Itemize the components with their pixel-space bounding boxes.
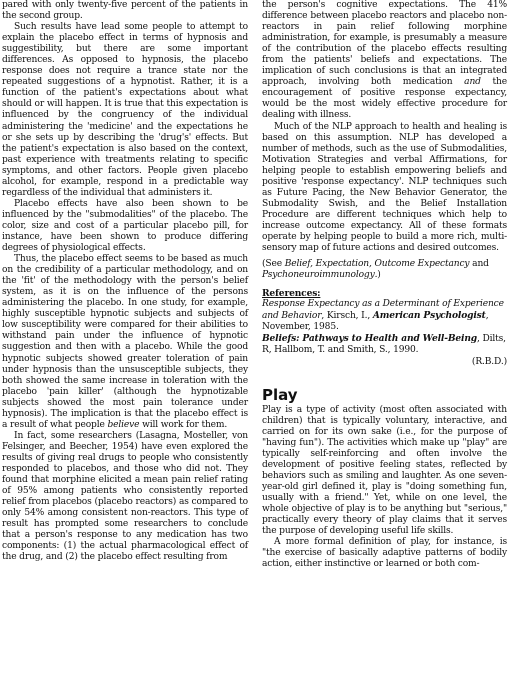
paragraph <box>2 254 248 431</box>
text-run: and <box>472 259 489 270</box>
paragraph <box>262 0 507 122</box>
italic-text: believe <box>107 419 140 430</box>
italic-text: and <box>464 77 481 88</box>
paragraph: Play is a type of activity (most often associated with children) that is typically voluntary, interactive, and carried on for its own sake (i.e., for the purpose of "having fun"). The activities which make up "play" are typically self-reinforcing and often involve the development of positive feeling states, reflected by behaviors such as smiling and laughter. As one seven-year-old girl defined it, play is "doing something fun, usually with a friend." Yet, while on one level, the whole objective of play is to be anything but "serious," practically every theory of play claims that it serves the purpose of developing useful life skills. <box>262 404 507 537</box>
text-run: , Dilts, R, Hallbom, T. and Smith, S., 1990. <box>262 334 506 356</box>
text-run: , November, 1985. <box>262 311 489 333</box>
italic-text: Response Expectancy as a Determinant of Experience and Behavior <box>262 299 504 322</box>
section-title: Play <box>262 385 298 404</box>
paragraph: pared with only twenty-five percent of the patients in the second group. <box>2 0 248 22</box>
text-run: .) <box>374 270 381 281</box>
text-run: (See <box>262 259 282 270</box>
bold-italic-text: Beliefs: Pathways to Health and Well-Being <box>262 333 478 345</box>
text-run: the encouragement of positive response expectancy, would be the most widely effective procedure for dealing with illness. <box>262 77 507 121</box>
author-signature: (R.B.D.) <box>471 357 507 368</box>
text-run: the person's cognitive expectations. The 41% difference between placebo reactors and placebo non-reactors in pain relief following morphine administration, for example, is presumably a measure of the contribution of the placebo effects resulting from the patients' beliefs and expectations. The implication of such conclusions is that an integrated approach, involving both medication <box>262 0 507 88</box>
reference-item <box>262 333 507 356</box>
italic-text: Psychoneuroimmunology <box>262 270 375 281</box>
italic-text: Belief, Expectation, Outcome Expectancy <box>284 259 470 270</box>
see-also <box>262 259 507 281</box>
references-heading: References: <box>262 288 321 300</box>
paragraph: Much of the NLP approach to health and healing is based on this assumption. NLP has developed a number of methods, such as the use of Submodalities, Motivation Strategies and verbal Affirmations, for helping people to establish empowering beliefs and positive 'response expectancy'. NLP techniques such as Future Pacing, the New Behavior Generator, the Submodality Swish, and the Belief Installation Procedure are different techniques which help to increase outcome expectancy. All of these formats operate by helping people to build a more rich, multi-sensory map of future actions and desired outcomes. <box>262 121 507 254</box>
paragraph: Such results have lead some people to attempt to explain the placebo effect in terms of hypnosis and suggestibility, but there are some important differences. As opposed to hypnosis, the placebo response does not require a trance state nor the repeated suggestions of a hypnotist. Rather, it is a function of the patient's expectations about what should or will happen. It is true that this expectation is influenced by the congruency of the individual administering the 'medicine' and the expectations he or she sets up by describing the 'drug's' effects. But the patient's expectation is also based on the context, past experience with treatments relating to specific symptoms, and other factors. People given placebo alcohol, for example, respond in a predictable way regardless of the individual that administers it. <box>2 22 248 198</box>
paragraph: A more formal definition of play, for instance, is "the exercise of basically adaptive patterns of bodily action, either instinctive or learned or both com- <box>262 537 507 570</box>
bold-italic-text: American Psychologist <box>372 310 486 322</box>
paragraph: In fact, some researchers (Lasagna, Mosteller, von Felsinger, and Beecher, 1954) have even explored the results of giving real drugs to people who consistently responded to placebos, and those who did not. They found that morphine elicited a mean pain relief rating of 95% among patients who consistently reported relief from placebos (placebo reactors) as compared to only 54% among consistent non-reactors. This type of result has prompted some researchers to conclude that a person's response to any medication has two components: (1) the actual pharmacological effect of the drug, and (2) the placebo effect resulting from <box>2 430 248 563</box>
text-run: , Kirsch, I., <box>321 311 371 322</box>
right-column <box>262 0 507 570</box>
left-column <box>2 0 248 563</box>
reference-item <box>262 299 507 333</box>
paragraph: Placebo effects have also been shown to be influenced by the "submodalities" of the placebo. The color, size and cost of a particular placebo pill, for instance, have been shown to produce differing degrees of physiological effects. <box>2 198 248 254</box>
text-run: Thus, the placebo effect seems to be based as much on the credibility of a particular methodology, and on the 'fit' of the methodology with the person's belief system, as it is on the influence of the persons administering the placebo. In one study, for example, highly susceptible hypnotic subjects and subjects of low susceptibility were compared for their abilities to withstand pain under the influence of hypnotic suggestion and then with a placebo. While the good hypnotic subjects showed greater toleration of pain under hypnosis than the unsusceptible subjects, they both showed the same increase in toleration with the placebo 'pain killer' (although the hypnotizable subjects showed the most pain tolerance under hypnosis). The implication is that the placebo effect is a result of what people <box>2 254 248 430</box>
text-run: will work for them. <box>142 419 228 430</box>
